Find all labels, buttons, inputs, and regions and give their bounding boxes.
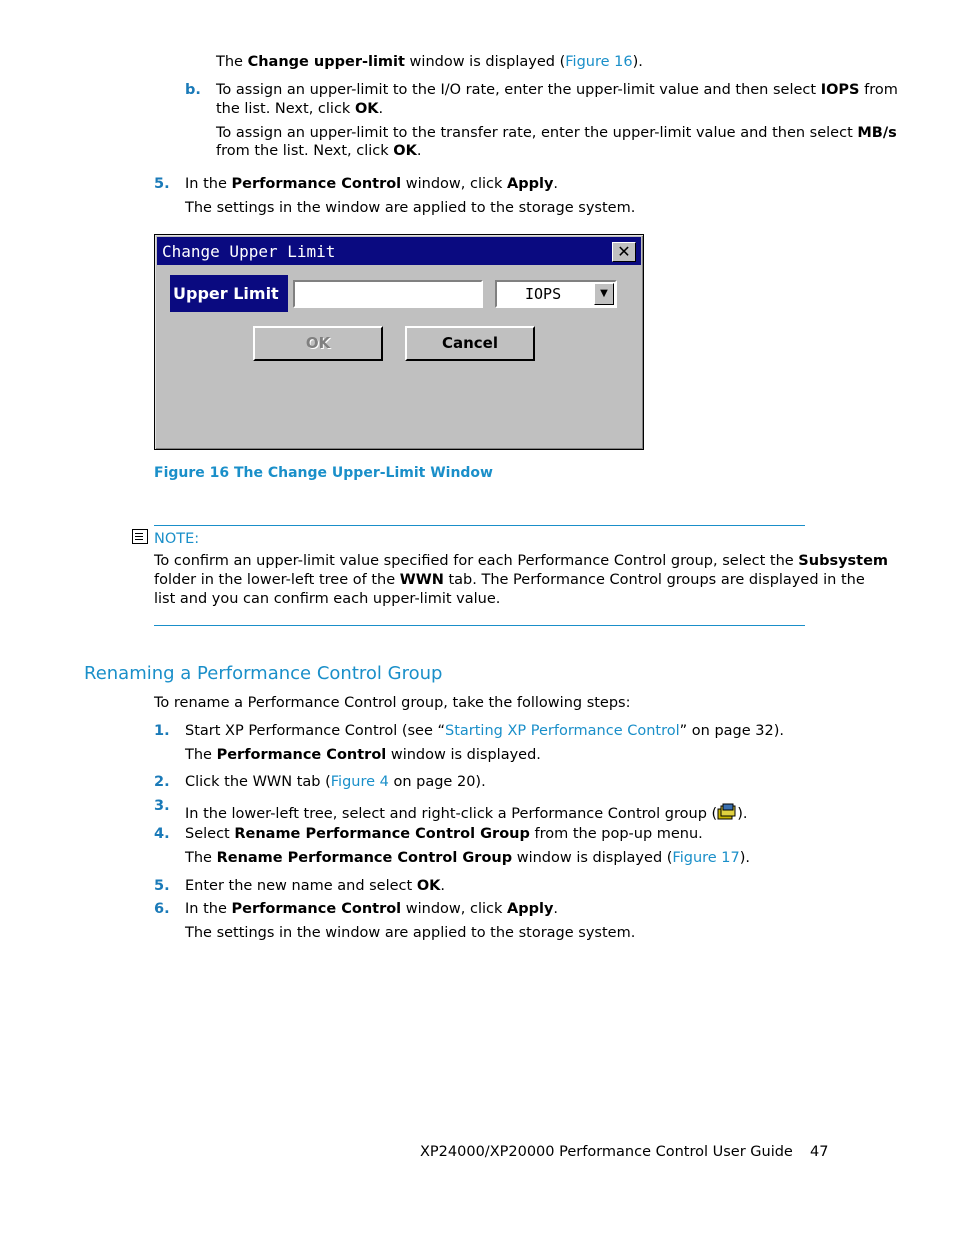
step-5-number: 5.: [154, 176, 170, 192]
dialog-titlebar: [157, 237, 641, 265]
figure-16-link[interactable]: Figure 16: [565, 54, 633, 70]
step-3-number: 3.: [154, 798, 170, 814]
step-b-number: b.: [185, 82, 201, 98]
note-bottom-rule: [154, 625, 805, 626]
page-number: 47: [810, 1144, 829, 1160]
step-1-text: Start XP Performance Control (see “Starting XP Performance Control” on page 32).: [185, 723, 785, 739]
section-intro: To rename a Performance Control group, take the following steps:: [154, 695, 631, 711]
step-4-text: Select Rename Performance Control Group from the pop-up menu.: [185, 826, 703, 842]
dialog-title: Change Upper Limit: [162, 242, 336, 261]
step-5b-text: Enter the new name and select OK.: [185, 878, 445, 894]
step-5-result: The settings in the window are applied to the storage system.: [185, 200, 636, 216]
ok-button[interactable]: OK: [253, 326, 383, 361]
starting-xp-link[interactable]: Starting XP Performance Control: [445, 723, 680, 739]
step-4-result: The Rename Performance Control Group window is displayed (Figure 17).: [185, 850, 751, 866]
figure-4-link[interactable]: Figure 4: [330, 774, 389, 790]
note-icon: [132, 529, 148, 544]
step-6-text: In the Performance Control window, click Apply.: [185, 901, 559, 917]
figure-17-link[interactable]: Figure 17: [672, 850, 740, 866]
step-1-result: The Performance Control window is displayed.: [185, 747, 541, 763]
unit-select-value: IOPS: [525, 285, 562, 303]
section-heading: Renaming a Performance Control Group: [84, 663, 443, 684]
step-2-text: Click the WWN tab (Figure 4 on page 20).: [185, 774, 486, 790]
change-upper-limit-dialog: [154, 234, 644, 450]
step-6-result: The settings in the window are applied to the storage system.: [185, 925, 636, 941]
unit-select[interactable]: [495, 280, 617, 308]
upper-limit-label: Upper Limit: [170, 275, 288, 312]
step-b-text-3: To assign an upper-limit to the transfer rate, enter the upper-limit value and then select MB/s: [216, 125, 897, 141]
note-heading: NOTE:: [132, 529, 199, 547]
note-text-3: list and you can confirm each upper-limit value.: [154, 591, 501, 607]
upper-limit-input[interactable]: [293, 280, 483, 308]
step-6-number: 6.: [154, 901, 170, 917]
figure-caption: Figure 16 The Change Upper-Limit Window: [154, 465, 493, 481]
step-b-text-4: from the list. Next, click OK.: [216, 143, 422, 159]
note-text-2: folder in the lower-left tree of the WWN tab. The Performance Control groups are displayed in the: [154, 572, 865, 588]
window-displayed-line: The Change upper-limit window is displayed (Figure 16).: [216, 54, 643, 70]
group-icon: [717, 803, 737, 821]
step-b-text-1: To assign an upper-limit to the I/O rate, enter the upper-limit value and then select IOPS from: [216, 82, 898, 98]
close-icon[interactable]: ✕: [612, 242, 636, 262]
step-3-text: In the lower-left tree, select and right-click a Performance Control group ( ).: [185, 803, 747, 822]
note-top-rule: [154, 525, 805, 526]
step-2-number: 2.: [154, 774, 170, 790]
step-4-number: 4.: [154, 826, 170, 842]
chevron-down-icon[interactable]: ▼: [594, 283, 614, 305]
footer-title: XP24000/XP20000 Performance Control User Guide: [420, 1144, 793, 1160]
note-text-1: To confirm an upper-limit value specified for each Performance Control group, select the Subsystem: [154, 553, 889, 569]
step-5b-number: 5.: [154, 878, 170, 894]
step-1-number: 1.: [154, 723, 170, 739]
step-5-text: In the Performance Control window, click Apply.: [185, 176, 559, 192]
step-b-text-2: the list. Next, click OK.: [216, 101, 384, 117]
cancel-button[interactable]: Cancel: [405, 326, 535, 361]
